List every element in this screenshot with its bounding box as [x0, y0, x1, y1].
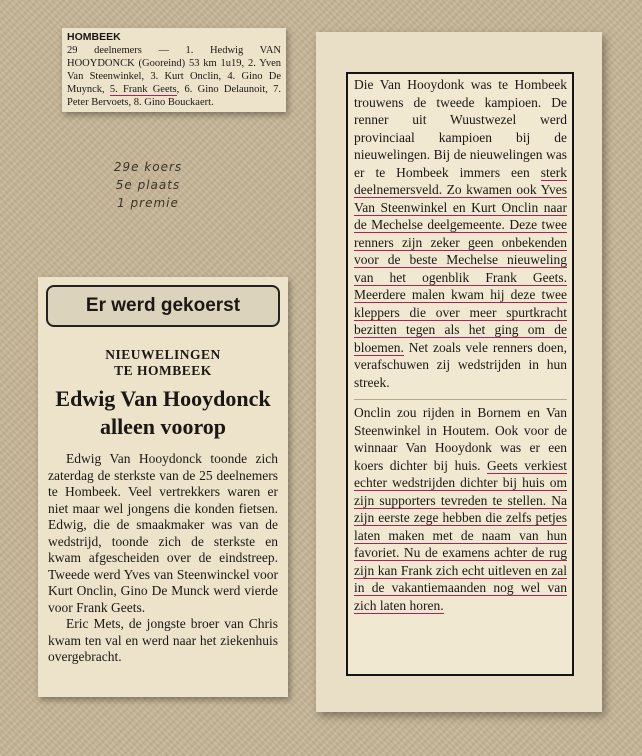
article-clipping	[38, 277, 288, 697]
column-paragraph: Onclin zou rijden in Bornem en Van Steenwinkel in Houtem. Ook voor de winnaar Van Hooydonk was er een koers dichter bij huis. Geets verkiest echter wedstrijden dichter bij huis om zijn supporters tevreden te stellen. Na zijn eerste zege hebben die zelfs petjes laten maken met de naam van hun favoriet. Nu de examens achter de rug zijn kan Frank zich echt uitleven en zal in de vakantiemaanden nog wel van zich laten horen.	[354, 399, 567, 614]
article-kicker: NIEUWELINGEN TE HOMBEEK	[105, 347, 221, 378]
highlighted-passage: sterk deelnemersveld. Zo kwamen ook Yves Van Steenwinkel en Kurt Onclin naar de Mechelse deelgemeente. Deze twee renners zijn zeker geen onbekenden voor de beste Mechelse nieuweling van het ogenblik Frank Geets. Meerdere malen kwam hij deze twee kleppers die over meer spurtkracht bezitten tegen als het ging om de bloemen.	[354, 164, 567, 355]
article-paragraph: Edwig Van Hooydonck toonde zich zaterdag de sterkste van de 25 deelnemers te Hombeek. Veel vertrekkers waren er niet maar wel jongens die konden fietsen. Edwig, die de smaakmaker was van de wedstrijd, toonde zich de sterkste en kwam afgescheiden over de eindstreep. Tweede werd Yves van Steenwinckel voor Kurt Onclin, Gino De Munck werd vierde voor Frank Geets.	[48, 451, 278, 615]
results-clipping	[62, 28, 286, 112]
highlighted-passage: Geets verkiest echter wedstrijden dichter bij huis om zijn supporters tevreden te stellen. Na zijn eerste zege hebben die zelfs petjes laten maken met de naam van hun favoriet. Nu de examens achter de rug zijn kan Frank zich echt uitleven en zal in de vakantiemaanden nog wel van zich laten horen.	[354, 457, 567, 613]
article-headline: Edwig Van Hooydonck alleen voorop	[55, 386, 271, 439]
column-body	[354, 76, 567, 614]
note-line: 5e plaats	[115, 178, 181, 192]
column-paragraph: Die Van Hooydonk was te Hombeek trouwens de tweede kampioen. De renner uit Wuustwezel werd provinciaal kampioen bij de nieuwelingen. Bij de nieuwelingen was er te Hombeek immers een sterk deelnemersveld. Zo kwamen ook Yves Van Steenwinkel en Kurt Onclin naar de Mechelse deelgemeente. Deze twee renners zijn zeker geen onbekenden voor de beste Mechelse nieuweling van het ogenblik Frank Geets. Meerdere malen kwam hij deze twee kleppers die over meer spurtkracht bezitten tegen als het ging om de bloemen. Net zoals vele renners doen, verafschuwen zij wedstrijden in hun streek.	[354, 77, 567, 390]
section-banner: Er werd gekoerst	[46, 285, 280, 327]
note-line: 1 premie	[117, 196, 179, 210]
handwritten-note	[108, 158, 188, 212]
note-line: 29e koers	[113, 160, 183, 174]
results-title: HOMBEEK	[67, 31, 121, 43]
column-clipping	[346, 72, 574, 676]
underlined-result: 5. Frank Geets	[109, 84, 177, 95]
article-paragraph: Eric Mets, de jongste broer van Chris kwam ten val en werd naar het ziekenhuis overgebracht.	[48, 616, 278, 664]
results-text: 29 deelnemers — 1. Hedwig VAN HOOYDONCK (Gooreind) 53 km 1u19, 2. Yven Van Steenwinkel, 3. Kurt Onclin, 4. Gino De Muynck, 5. Frank Geets, 6. Gino Delaunoit, 7. Peter Bervoets, 8. Gino Bouckaert.	[67, 45, 282, 108]
article-body	[48, 451, 278, 666]
